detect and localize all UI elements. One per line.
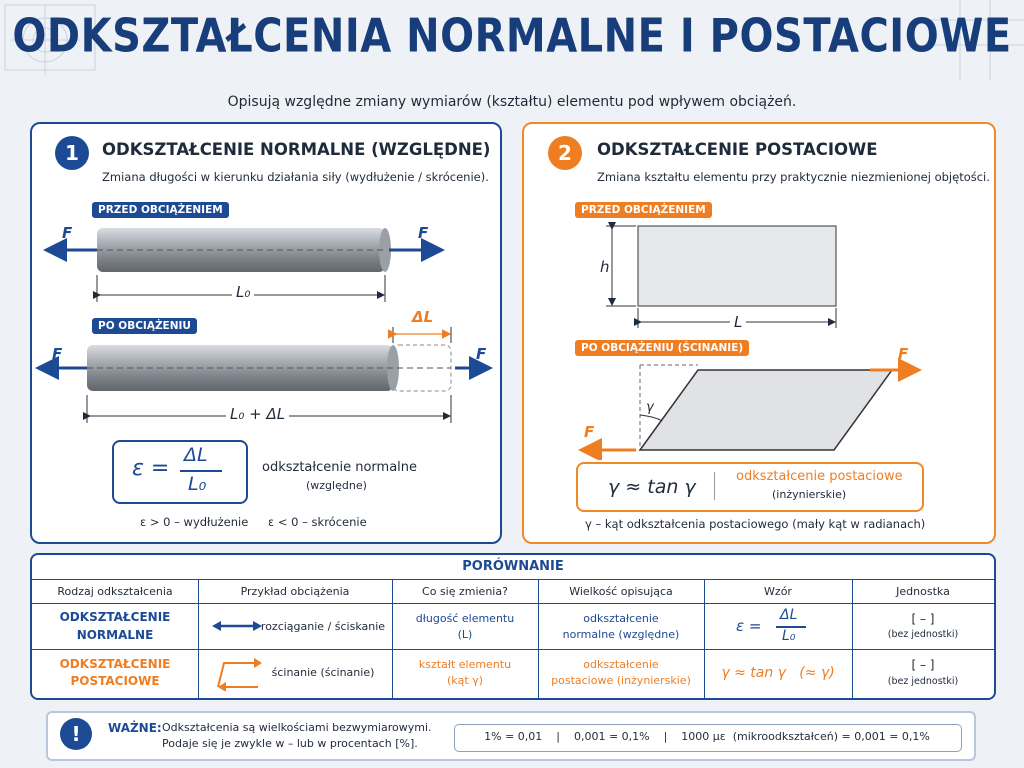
row-normal-change-line2: (L) bbox=[457, 627, 473, 641]
shear-angle-arc bbox=[640, 415, 662, 421]
header-example: Przykład obciążenia bbox=[240, 584, 350, 598]
row-normal-quantity-line1: odkształcenie bbox=[583, 611, 659, 625]
row-shear-type bbox=[32, 650, 198, 696]
row-normal-change-line1: długość elementu bbox=[415, 611, 515, 625]
shear-formula-divider bbox=[714, 472, 715, 500]
block-before bbox=[638, 226, 836, 306]
shear-angle-label: γ bbox=[646, 400, 654, 415]
important-label: WAŻNE: bbox=[108, 721, 162, 735]
row-normal-formula-lhs: ε = bbox=[736, 617, 762, 635]
row-normal-change bbox=[392, 604, 538, 649]
row-normal-quantity-line2: normalne (względne) bbox=[562, 627, 680, 641]
row-normal-example: rozciąganie / ściskanie bbox=[260, 619, 386, 633]
important-text-2: Podaje się je zwykle w – lub w procentach [%]. bbox=[162, 737, 418, 750]
shear-formula-label: odkształcenie postaciowe bbox=[736, 469, 903, 484]
comparison-title: PORÓWNANIE bbox=[462, 558, 564, 574]
normal-formula-denominator: L₀ bbox=[188, 473, 207, 495]
normal-formula-numerator: ΔL bbox=[184, 444, 208, 466]
force-label-left: F bbox=[62, 224, 73, 242]
positive-strain-note: ε > 0 – wydłużenie bbox=[140, 515, 249, 529]
double-arrow-icon bbox=[212, 619, 262, 633]
row-normal-quantity bbox=[538, 604, 704, 649]
row-normal-unit bbox=[852, 604, 994, 649]
force-label-right: F bbox=[418, 224, 429, 242]
header-formula: Wzór bbox=[764, 584, 792, 598]
row-shear-formula: γ ≈ tan γ (≈ γ) bbox=[721, 664, 835, 681]
force-label-right-after: F bbox=[476, 345, 487, 363]
important-text-1: Odkształcenia są wielkościami bezwymiarowymi. bbox=[162, 721, 432, 734]
row-shear-unit-line1: [ – ] bbox=[911, 658, 935, 673]
conversions-text: 1% = 0,01 | 0,001 = 0,1% | 1000 με (mikroodkształceń) = 0,001 = 0,1% bbox=[484, 730, 930, 743]
length-label-before: L₀ bbox=[232, 283, 254, 301]
row-shear-change-line1: kształt elementu bbox=[418, 658, 512, 672]
row-shear-change bbox=[392, 650, 538, 696]
width-label: L bbox=[730, 313, 746, 331]
normal-strain-description: Zmiana długości w kierunku działania siły (wydłużenie / skrócenie). bbox=[102, 170, 489, 184]
block-before-diagram bbox=[590, 218, 850, 330]
shear-strain-description: Zmiana kształtu elementu przy praktycznie niezmienionej objętości. bbox=[597, 170, 990, 184]
row-shear-type-line2: POSTACIOWE bbox=[70, 674, 160, 688]
header-change: Co się zmienia? bbox=[422, 584, 508, 598]
normal-formula-fraction-bar bbox=[180, 470, 222, 472]
comparison-table bbox=[30, 553, 996, 700]
shear-tag-before-load: PRZED OBCIĄŻENIEM bbox=[575, 202, 712, 218]
normal-formula-sublabel: (względne) bbox=[306, 479, 367, 492]
row-shear-example: ścinanie (ścinanie) bbox=[271, 666, 375, 680]
row-normal-type bbox=[32, 604, 198, 649]
row-normal-formula-den: L₀ bbox=[782, 628, 796, 644]
page-title: ODKSZTAŁCENIA NORMALNE I POSTACIOWE bbox=[12, 10, 1012, 63]
row-shear-unit-line2: (bez jednostki) bbox=[887, 675, 959, 687]
row-shear-unit bbox=[852, 650, 994, 696]
tag-after-load: PO OBCIĄŻENIU bbox=[92, 318, 197, 334]
row-normal-type-line2: NORMALNE bbox=[76, 627, 154, 642]
sheared-block bbox=[640, 370, 892, 450]
row-normal-unit-line2: (bez jednostki) bbox=[887, 629, 959, 641]
row-normal-formula-num: ΔL bbox=[780, 607, 798, 623]
page-subtitle: Opisują względne zmiany wymiarów (kształtu) elementu pod wpływem obciążeń. bbox=[227, 94, 797, 110]
delta-label: ΔL bbox=[412, 308, 434, 326]
normal-strain-title: ODKSZTAŁCENIE NORMALNE (WZGLĘDNE) bbox=[102, 140, 491, 159]
header-quantity: Wielkość opisująca bbox=[569, 584, 673, 598]
force-label-left-after: F bbox=[52, 345, 63, 363]
normal-formula-lhs: ε = bbox=[132, 456, 170, 481]
height-label: h bbox=[600, 258, 610, 276]
row-shear-quantity-line1: odkształcenie bbox=[583, 658, 659, 672]
normal-formula-label: odkształcenie normalne bbox=[262, 460, 418, 475]
row-normal-unit-line1: [ – ] bbox=[911, 611, 935, 626]
shear-force-top-label: F bbox=[898, 345, 909, 363]
row-shear-quantity bbox=[538, 650, 704, 696]
shear-strain-title: ODKSZTAŁCENIE POSTACIOWE bbox=[597, 140, 878, 159]
row-shear-type-line1: ODKSZTAŁCENIE bbox=[59, 656, 171, 671]
shear-angle-note: γ – kąt odkształcenia postaciowego (mały kąt w radianach) bbox=[585, 517, 926, 531]
block-after-diagram bbox=[570, 355, 930, 460]
shear-force-bottom-label: F bbox=[584, 423, 595, 441]
warning-icon: ! bbox=[60, 718, 92, 750]
panel-number-2: 2 bbox=[548, 136, 582, 170]
shear-formula-sublabel: (inżynierskie) bbox=[772, 488, 847, 501]
row-shear-change-line2: (kąt γ) bbox=[446, 674, 483, 687]
row-normal-type-line1: ODKSZTAŁCENIE bbox=[59, 610, 171, 625]
tag-before-load: PRZED OBCIĄŻENIEM bbox=[92, 202, 229, 218]
negative-strain-note: ε < 0 – skrócenie bbox=[268, 515, 367, 529]
header-type: Rodzaj odkształcenia bbox=[57, 584, 173, 598]
length-label-after: L₀ + ΔL bbox=[226, 405, 289, 423]
shear-formula: γ ≈ tan γ bbox=[608, 476, 696, 498]
shear-tag-after-load: PO OBCIĄŻENIU (ŚCINANIE) bbox=[575, 340, 749, 356]
row-shear-quantity-line2: postaciowe (inżynierskie) bbox=[551, 674, 691, 687]
shear-arrows-icon bbox=[214, 657, 266, 691]
header-unit: Jednostka bbox=[896, 584, 950, 598]
panel-number-1: 1 bbox=[55, 136, 89, 170]
